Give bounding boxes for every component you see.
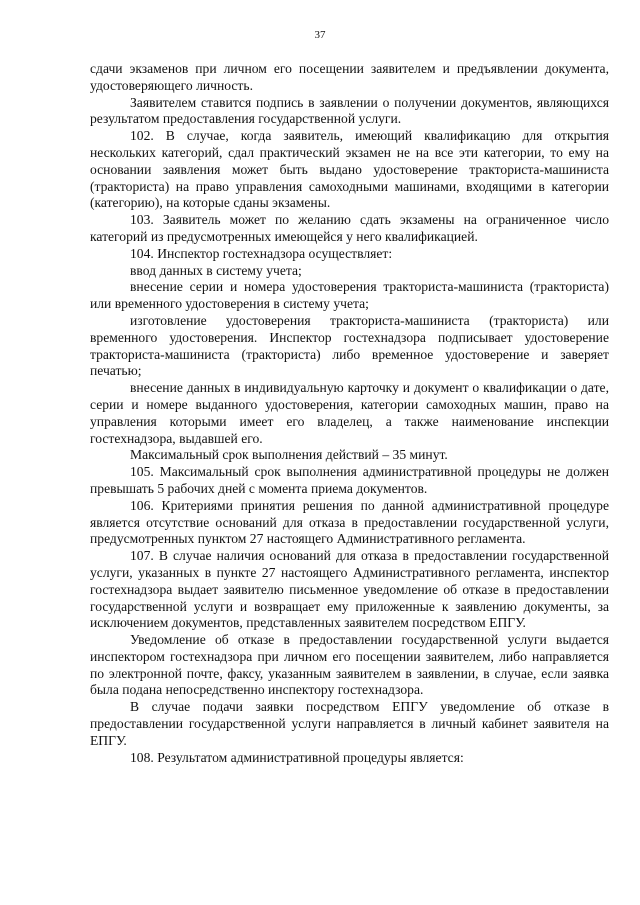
paragraph-108: 108. Результатом административной процедуры является:: [130, 749, 464, 765]
paragraph-exam-continuation: сдачи экзаменов при личном его посещении заявителем и предъявлении документа, удостоверяющего личность.: [90, 61, 609, 93]
paragraph-max-duration: Максимальный срок выполнения действий – 35 минут.: [130, 447, 448, 463]
document-body: [90, 61, 609, 766]
paragraph-102: 102. В случае, когда заявитель, имеющий квалификацию для открытия нескольких категорий, сдал практический экзамен не на все эти категории, то ему на основании заявления может быть выдано удостоверение тракториста-машиниста (тракториста) на право управления самоходными машинами, входящими в категории (категорию), на которые сданы экзамены.: [90, 128, 609, 211]
paragraph-106: 106. Критериями принятия решения по данной административной процедуре является отсутствие оснований для отказа в предоставлении государственной услуги, предусмотренных пунктом 27 настоящего Административного регламента.: [90, 497, 609, 547]
page-number: 37: [314, 29, 326, 41]
list-item-series-number: внесение серии и номера удостоверения тракториста-машиниста (тракториста) или временного удостоверения в систему учета;: [90, 279, 609, 312]
list-item-individual-card: внесение данных в индивидуальную карточку и документ о квалификации о дате, серии и номере выданного удостоверения, категории самоходных машин, право на управления которыми имеет его владелец, а также наименование инспекции гостехнадзора, выдавшей его.: [90, 380, 609, 446]
paragraph-signature: Заявителем ставится подпись в заявлении о получении документов, являющихся результатом предоставления государственной услуги.: [90, 94, 609, 127]
list-item-data-entry: ввод данных в систему учета;: [130, 262, 302, 278]
paragraph-107: 107. В случае наличия оснований для отказа в предоставлении государственной услуги, указанных в пункте 27 настоящего Административного регламента, инспектор гостехнадзора выдает заявителю письменное уведомление об отказе в предоставлении государственной услуги и возвращает ему приложенные к заявлению документы, за исключением документов, представленных заявителем посредством ЕПГУ.: [90, 548, 609, 631]
paragraph-105: 105. Максимальный срок выполнения административной процедуры не должен превышать 5 рабочих дней с момента приема документов.: [90, 464, 609, 496]
paragraph-103: 103. Заявитель может по желанию сдать экзамены на ограниченное число категорий из предусмотренных имеющейся у него квалификацией.: [90, 212, 609, 244]
paragraph-104: 104. Инспектор гостехнадзора осуществляет:: [130, 245, 393, 261]
list-item-certificate-production: изготовление удостоверения тракториста-машиниста (тракториста) или временного удостоверения. Инспектор гостехнадзора подписывает удостоверение тракториста-машиниста (тракториста) либо временное удостоверение и заверяет печатью;: [90, 312, 609, 379]
paragraph-refusal-notice: Уведомление об отказе в предоставлении государственной услуги выдается инспектором гостехнадзора при личном его посещении заявителем, либо направляется по электронной почте, факсу, указанным заявителем в заявлении, в случае, если заявка была подана непосредственно инспектору гостехнадзора.: [90, 632, 609, 698]
paragraph-epgu-refusal: В случае подачи заявки посредством ЕПГУ уведомление об отказе в предоставлении государственной услуги направляется в личный кабинет заявителя на ЕПГУ.: [90, 699, 609, 748]
